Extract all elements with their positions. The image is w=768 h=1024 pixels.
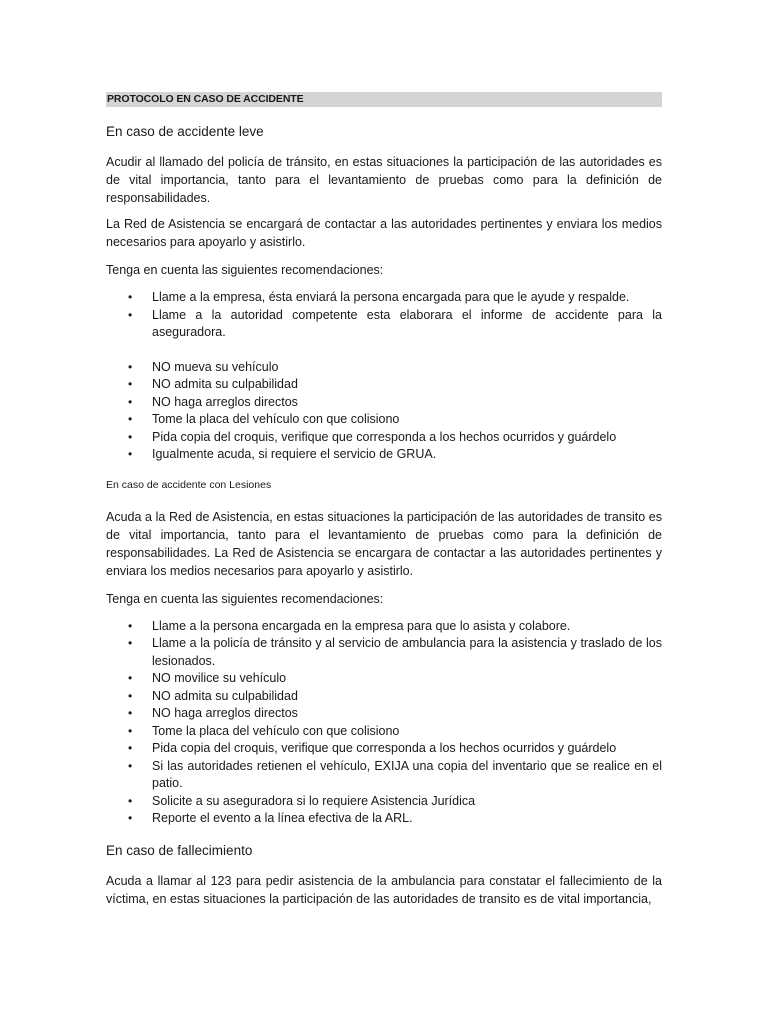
list-item: • Solicite a su aseguradora si lo requiere Asistencia Jurídica	[106, 793, 662, 811]
bullet-icon: •	[128, 412, 133, 426]
list-item: • Llame a la autoridad competente esta elaborara el informe de accidente para la aseguradora.	[128, 307, 662, 339]
list-item: • Llame a la empresa, ésta enviará la persona encargada para que le ayude y respalde.	[106, 289, 662, 307]
paragraph: Acudir al llamado del policía de tránsito, en estas situaciones la participación de las autoridades es de vital importancia, tanto para el levantamiento de pruebas como para la definición de responsabilidades.	[106, 155, 662, 205]
paragraph: Tenga en cuenta las siguientes recomendaciones:	[106, 591, 384, 606]
list-item: • NO haga arreglos directos	[106, 394, 662, 412]
bullet-icon: •	[128, 447, 133, 461]
bullet-icon: •	[128, 688, 133, 703]
list-item: • NO admita su culpabilidad	[106, 688, 662, 706]
injury-recommendations-list	[106, 618, 662, 828]
bullet-icon: •	[128, 636, 133, 650]
bullet-icon: •	[128, 429, 133, 444]
list-item: • Si las autoridades retienen el vehículo, EXIJA una copia del inventario que se realice en el patio.	[128, 758, 662, 790]
bullet-icon: •	[128, 377, 133, 391]
paragraph: Acuda a llamar al 123 para pedir asistencia de la ambulancia para constatar el fallecimiento de la víctima, en estas situaciones la participación de las autoridades de transito es de vital importancia,	[106, 873, 662, 906]
list-item: • Igualmente acuda, si requiere el servicio de GRUA.	[106, 446, 662, 464]
bullet-icon: •	[128, 618, 133, 633]
bullet-icon: •	[128, 307, 133, 322]
bullet-icon: •	[128, 706, 133, 720]
bullet-icon: •	[128, 741, 133, 755]
list-item: • NO movilice su vehículo	[106, 670, 662, 688]
paragraph: Tenga en cuenta las siguientes recomendaciones:	[106, 263, 384, 277]
bullet-icon: •	[128, 359, 133, 374]
document-title: PROTOCOLO EN CASO DE ACCIDENTE	[106, 92, 662, 107]
bullet-icon: •	[128, 394, 133, 409]
paragraph: Acuda a la Red de Asistencia, en estas situaciones la participación de las autoridades de transito es de vital importancia, tanto para el levantamiento de pruebas como para la definición de responsabilidades. La Red de Asistencia se encargara de contactar a las autoridades pertinentes y enviara los medios necesarios para apoyarlo y asistirlo.	[106, 509, 662, 578]
list-item: • Pida copia del croquis, verifique que corresponda a los hechos ocurridos y guárdelo	[106, 429, 662, 447]
section-heading-fallecimiento: En caso de fallecimiento	[106, 842, 253, 858]
list-item: • Llame a la policía de tránsito y al servicio de ambulancia para la asistencia y traslado de los lesionados.	[128, 636, 662, 668]
paragraph: La Red de Asistencia se encargará de contactar a las autoridades pertinentes y enviara los medios necesarios para apoyarlo y asistirlo.	[106, 217, 662, 249]
list-item: • Pida copia del croquis, verifique que corresponda a los hechos ocurridos y guárdelo	[106, 740, 662, 758]
list-item: • NO mueva su vehículo	[106, 359, 662, 377]
list-item: • Tome la placa del vehículo con que colisiono	[106, 723, 662, 741]
bullet-icon: •	[128, 671, 133, 685]
list-item: • Tome la placa del vehículo con que colisiono	[106, 411, 662, 429]
list-item: • Llame a la persona encargada en la empresa para que lo asista y colabore.	[106, 618, 662, 636]
bullet-icon: •	[128, 290, 133, 304]
bullet-icon: •	[128, 793, 133, 808]
restrictions-list	[106, 359, 662, 464]
list-item: • NO admita su culpabilidad	[106, 376, 662, 394]
document-page	[106, 92, 662, 908]
list-item: • NO haga arreglos directos	[106, 705, 662, 723]
section-heading-accidente-leve: En caso de accidente leve	[106, 124, 264, 139]
bullet-icon: •	[128, 758, 133, 773]
list-item: • Reporte el evento a la línea efectiva de la ARL.	[106, 810, 662, 828]
section-heading-accidente-lesiones: En caso de accidente con Lesiones	[106, 478, 272, 491]
bullet-icon: •	[128, 811, 133, 825]
bullet-icon: •	[128, 723, 133, 738]
recommendations-list	[106, 289, 662, 342]
